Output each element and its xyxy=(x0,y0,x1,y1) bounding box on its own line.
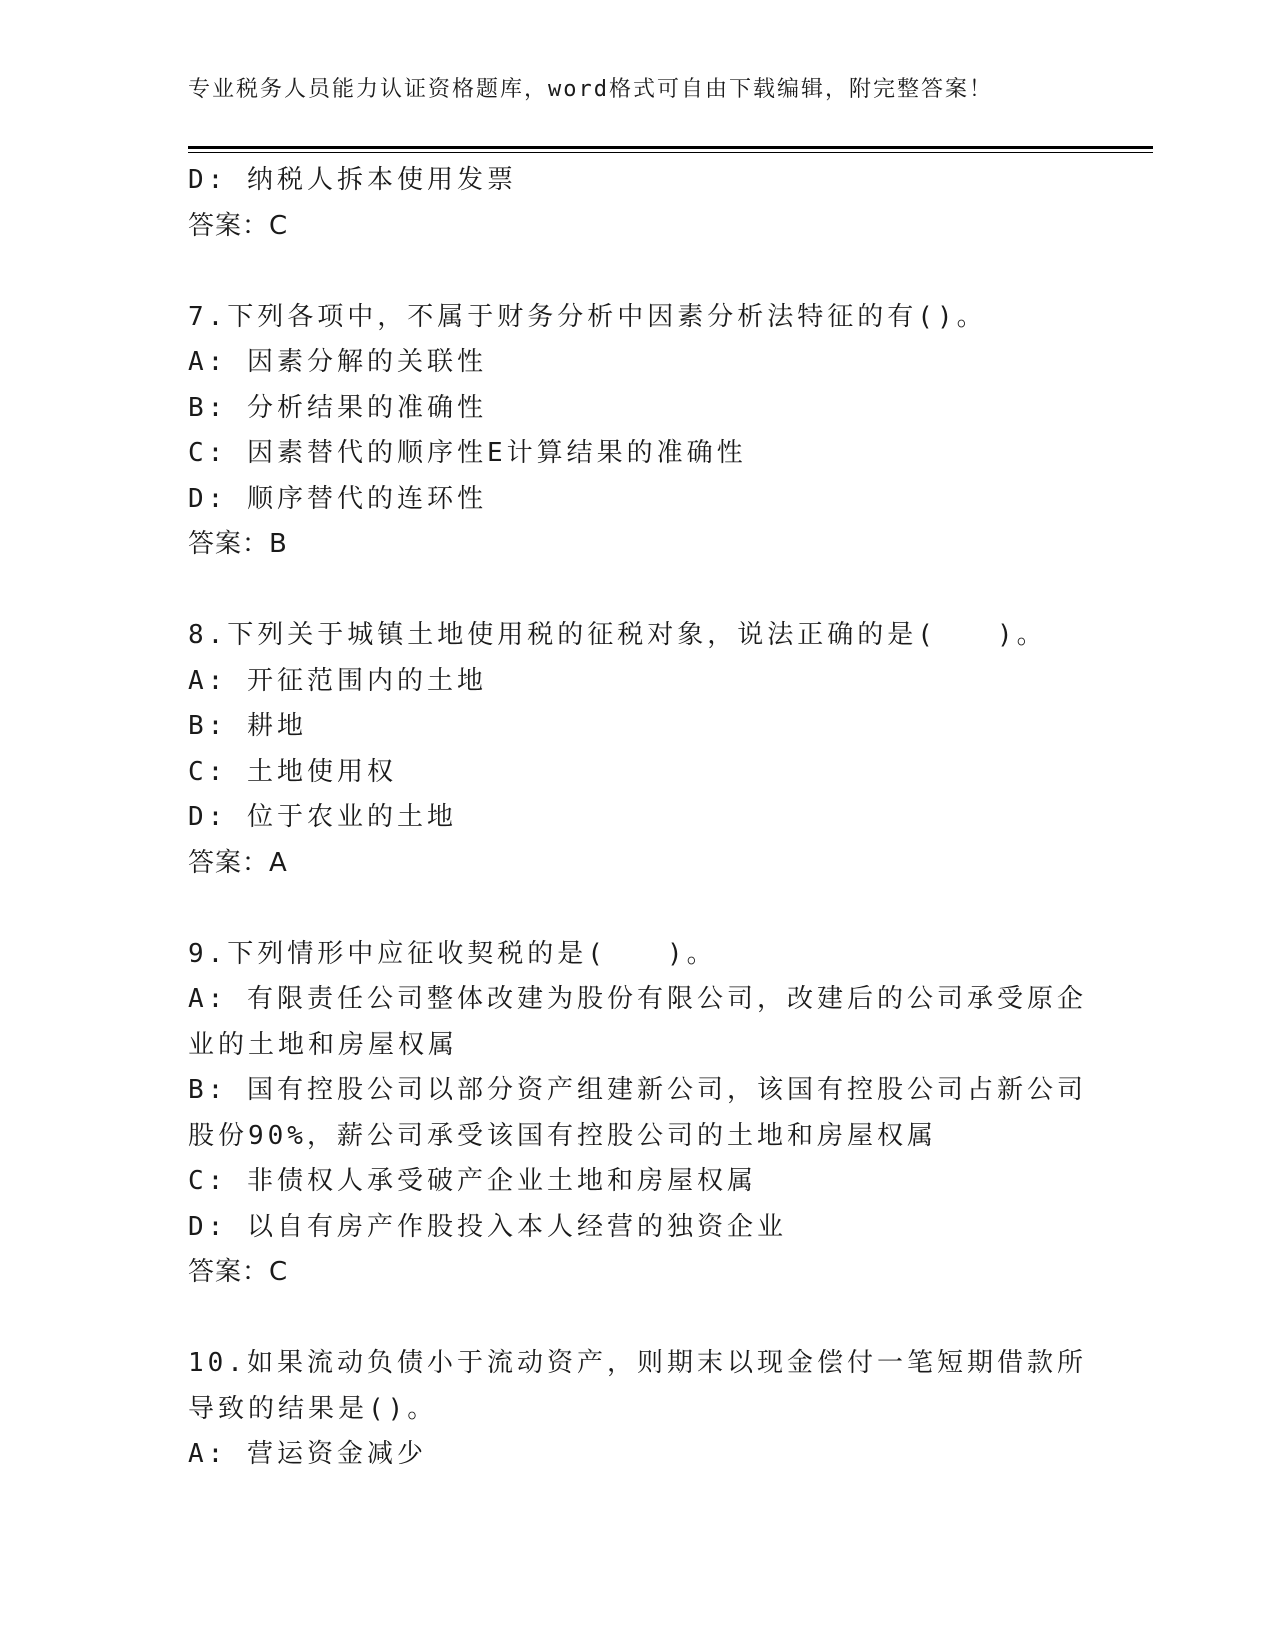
question-stem: 7.下列各项中，不属于财务分析中因素分析法特征的有()。 xyxy=(188,301,987,332)
question-7 xyxy=(188,295,1088,568)
question-stem: 8.下列关于城镇土地使用税的征税对象，说法正确的是( )。 xyxy=(188,620,1047,650)
question-9 xyxy=(188,932,1088,1296)
answer: 答案：C xyxy=(188,210,289,241)
question-8 xyxy=(188,613,1088,886)
question-content xyxy=(188,158,1088,1478)
spacer xyxy=(188,1296,1088,1342)
option-c: C: 土地使用权 xyxy=(188,756,397,787)
option-a: A: 营运资金减少 xyxy=(188,1439,427,1469)
page-header: 专业税务人员能力认证资格题库，word格式可自由下载编辑，附完整答案！ xyxy=(188,77,993,102)
answer: 答案：B xyxy=(188,529,288,559)
option-d: D: 以自有房产作股投入本人经营的独资企业 xyxy=(188,1211,787,1242)
header-rule-thick xyxy=(188,146,1153,149)
answer: 答案：C xyxy=(188,1257,289,1287)
option-d: D: 纳税人拆本使用发票 xyxy=(188,165,517,195)
option-c: C: 非债权人承受破产企业土地和房屋权属 xyxy=(188,1166,757,1196)
spacer xyxy=(188,886,1088,932)
question-stem: 9.下列情形中应征收契税的是( )。 xyxy=(188,938,717,969)
option-d: D: 顺序替代的连环性 xyxy=(188,483,487,514)
option-a: A: 因素分解的关联性 xyxy=(188,347,487,377)
option-b: B: 国有控股公司以部分资产组建新公司，该国有控股公司占新公司股份90%，薪公司承受该国有控股公司的土地和房屋权属 xyxy=(188,1075,1087,1151)
question-stem: 10.如果流动负债小于流动资产，则期末以现金偿付一笔短期借款所导致的结果是()。 xyxy=(188,1348,1087,1424)
option-b: B: 分析结果的准确性 xyxy=(188,392,487,423)
option-c: C: 因素替代的顺序性E计算结果的准确性 xyxy=(188,438,747,468)
spacer xyxy=(188,568,1088,614)
header-rule-thin xyxy=(188,152,1153,153)
question-10 xyxy=(188,1341,1088,1478)
spacer xyxy=(188,249,1088,295)
option-a: A: 有限责任公司整体改建为股份有限公司，改建后的公司承受原企业的土地和房屋权属 xyxy=(188,984,1087,1060)
answer: 答案：A xyxy=(188,847,288,878)
option-d: D: 位于农业的土地 xyxy=(188,802,457,832)
option-b: B: 耕地 xyxy=(188,711,307,741)
option-a: A: 开征范围内的土地 xyxy=(188,665,487,696)
